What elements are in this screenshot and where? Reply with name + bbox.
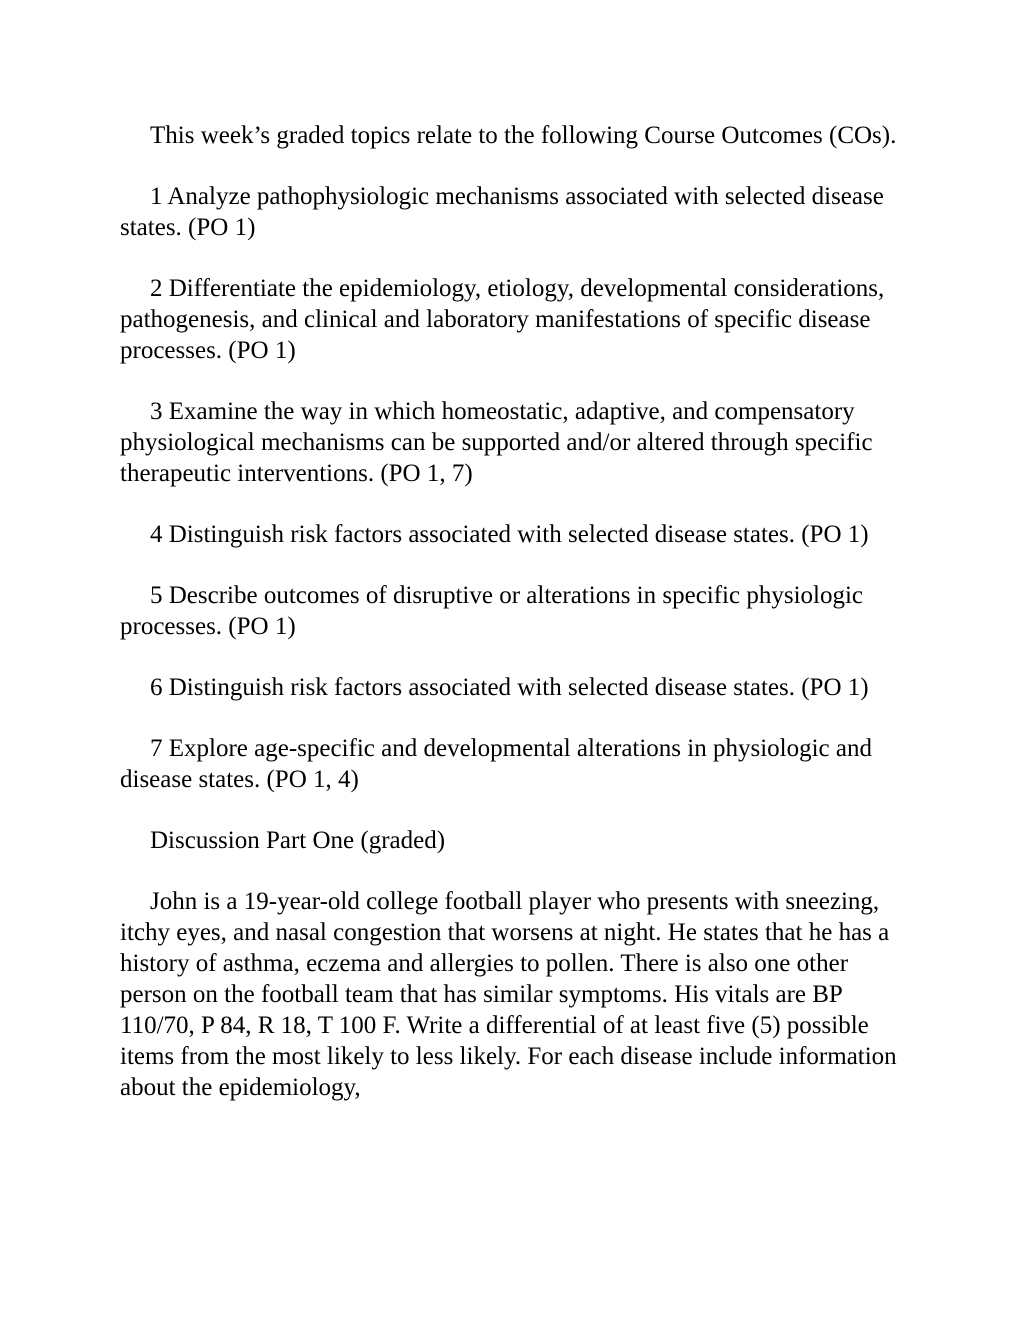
course-outcome-7: 7 Explore age-specific and developmental alterations in physiologic and disease states. (PO 1, 4) <box>120 735 872 793</box>
document-page <box>120 120 910 1133</box>
discussion-heading: Discussion Part One (graded) <box>150 827 446 854</box>
case-study-paragraph: John is a 19-year-old college football player who presents with sneezing, itchy eyes, and nasal congestion that worsens at night. He states that he has a history of asthma, eczema and allergies to pollen. There is also one other person on the football team that has similar symptoms. His vitals are BP 110/70, P 84, R 18, T 100 F. Write a differential of at least five (5) possible items from the most likely to less likely. For each disease include information about the epidemiology, <box>120 888 897 1101</box>
course-outcome-3: 3 Examine the way in which homeostatic, adaptive, and compensatory physiological mechanisms can be supported and/or altered through specific therapeutic interventions. (PO 1, 7) <box>120 398 873 487</box>
course-outcome-5: 5 Describe outcomes of disruptive or alterations in specific physiologic processes. (PO 1) <box>120 582 864 640</box>
course-outcome-4: 4 Distinguish risk factors associated with selected disease states. (PO 1) <box>150 521 869 548</box>
course-outcome-1: 1 Analyze pathophysiologic mechanisms associated with selected disease states. (PO 1) <box>120 183 884 241</box>
course-outcome-6: 6 Distinguish risk factors associated with selected disease states. (PO 1) <box>150 674 869 701</box>
intro-paragraph: This week’s graded topics relate to the following Course Outcomes (COs). <box>150 122 897 149</box>
course-outcome-2: 2 Differentiate the epidemiology, etiology, developmental considerations, pathogenesis, and clinical and laboratory manifestations of specific disease processes. (PO 1) <box>120 275 885 364</box>
